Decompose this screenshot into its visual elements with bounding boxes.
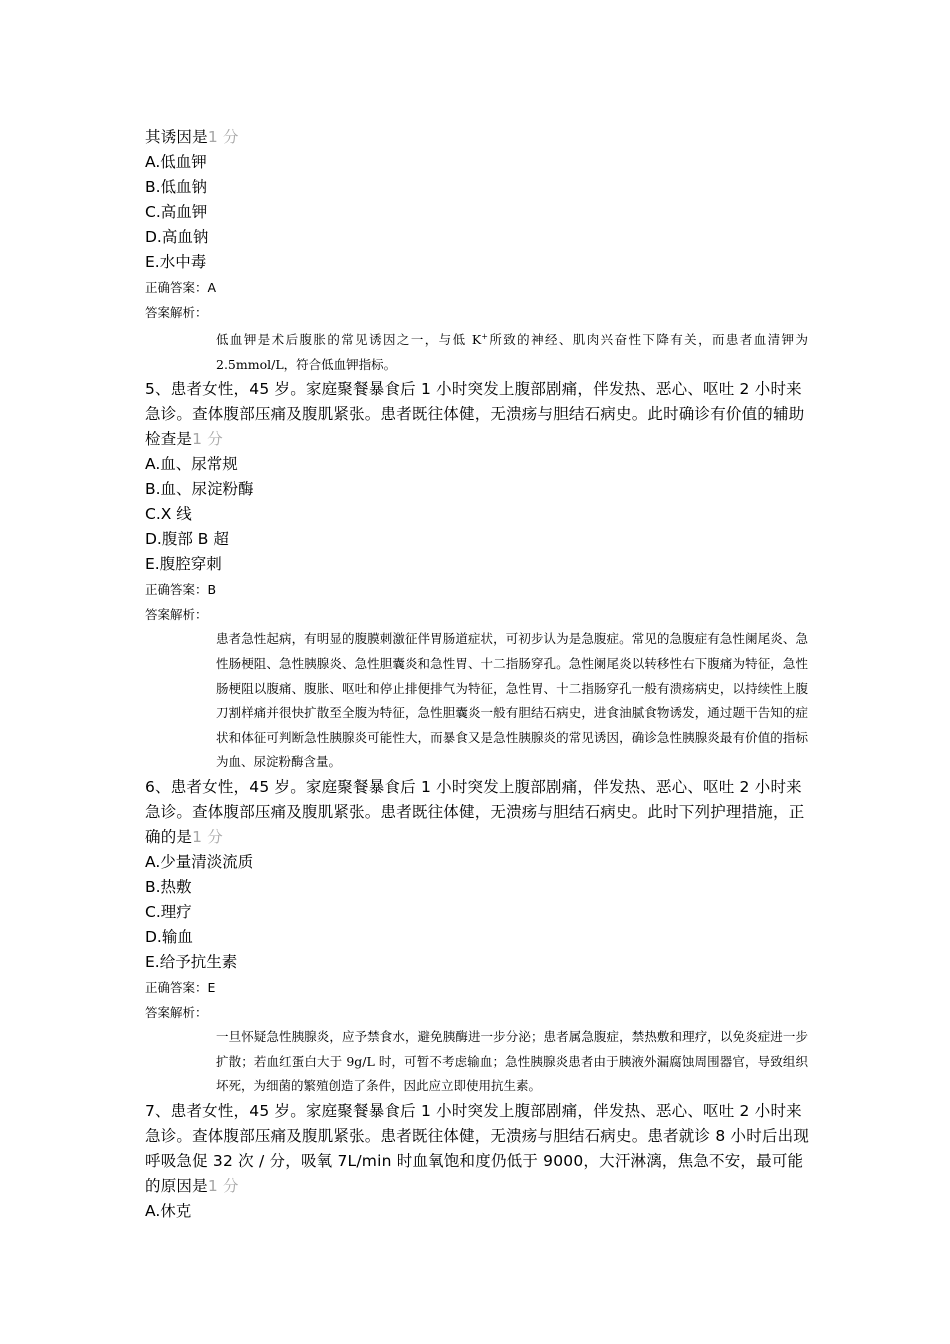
- option-b: B.低血钠: [145, 178, 208, 196]
- score-label: 1 分: [207, 1176, 239, 1195]
- option-b: B.热敷: [145, 877, 192, 896]
- option-c: C.高血钾: [145, 203, 208, 221]
- option-b: B.血、尿淀粉酶: [145, 480, 254, 499]
- option-e: E.腹腔穿刺: [145, 555, 222, 574]
- option-d: D.输血: [145, 927, 193, 946]
- analysis-label: 答案解析：: [145, 1004, 208, 1020]
- option-c: C.X 线: [145, 505, 192, 524]
- document-body: [145, 125, 815, 1224]
- score-label: 1 分: [207, 128, 239, 146]
- question-stem: 其诱因是1 分: [145, 128, 239, 146]
- score-label: 1 分: [192, 827, 223, 846]
- question-4: [145, 125, 815, 377]
- question-6: [145, 775, 815, 1099]
- option-a: A.低血钾: [145, 153, 207, 171]
- correct-answer: 正确答案：A: [145, 280, 217, 295]
- option-c: C.理疗: [145, 902, 192, 921]
- analysis-label: 答案解析：: [145, 607, 208, 623]
- option-a: A.血、尿常规: [145, 455, 238, 474]
- analysis-text: 低血钾是术后腹胀的常见诱因之一，与低 K+所致的神经、肌肉兴奋性下降有关，而患者血清钾为 2.5mmol/L，符合低血钾指标。: [216, 332, 808, 372]
- option-e: E.给予抗生素: [145, 952, 238, 971]
- score-label: 1 分: [192, 430, 223, 449]
- question-5: [145, 377, 815, 775]
- question-7: [145, 1099, 815, 1224]
- option-a: A.休克: [145, 1201, 192, 1220]
- question-stem: 7、患者女性，45 岁。家庭聚餐暴食后 1 小时突发上腹部剧痛，伴发热、恶心、呕吐 2 小时来急诊。查体腹部压痛及腹肌紧张。患者既往体健，无溃疡与胆结石病史。患者就诊 8 小时后出现呼吸急促 32 次 / 分，吸氧 7L/min 时血氧饱和度仍低于 9000，大汗淋漓，焦急不安，最可能的原因是1 分: [145, 1101, 810, 1195]
- question-stem: 6、患者女性，45 岁。家庭聚餐暴食后 1 小时突发上腹部剧痛，伴发热、恶心、呕吐 2 小时来急诊。查体腹部压痛及腹肌紧张。患者既往体健，无溃疡与胆结石病史。此时下列护理措施，正确的是1 分: [145, 777, 805, 846]
- option-d: D.腹部 B 超: [145, 530, 229, 549]
- analysis-label: 答案解析：: [145, 305, 208, 320]
- analysis-text: 患者急性起病，有明显的腹膜刺激征伴胃肠道症状，可初步认为是急腹症。常见的急腹症有急性阑尾炎、急性肠梗阻、急性胰腺炎、急性胆囊炎和急性胃、十二指肠穿孔。急性阑尾炎以转移性右下腹痛为特征，急性肠梗阻以腹痛、腹胀、呕吐和停止排便排气为特征，急性胃、十二指肠穿孔一般有溃疡病史，以持续性上腹刀割样痛并很快扩散至全腹为特征，急性胆囊炎一般有胆结石病史，进食油腻食物诱发，通过题干告知的症状和体征可判断急性胰腺炎可能性大，而暴食又是急性胰腺炎的常见诱因，确诊急性胰腺炎最有价值的指标为血、尿淀粉酶含量。: [216, 631, 808, 770]
- option-a: A.少量清淡流质: [145, 852, 254, 871]
- question-stem: 5、患者女性，45 岁。家庭聚餐暴食后 1 小时突发上腹部剧痛，伴发热、恶心、呕吐 2 小时来急诊。查体腹部压痛及腹肌紧张。患者既往体健，无溃疡与胆结石病史。此时确诊有价值的辅助检查是1 分: [145, 380, 805, 449]
- correct-answer: 正确答案：B: [145, 582, 217, 598]
- correct-answer: 正确答案：E: [145, 979, 216, 995]
- option-d: D.高血钠: [145, 228, 209, 246]
- analysis-text: 一旦怀疑急性胰腺炎，应予禁食水，避免胰酶进一步分泌；患者属急腹症，禁热敷和理疗，以免炎症进一步扩散；若血红蛋白大于 9g/L 时，可暂不考虑输血；急性胰腺炎患者由于胰液外漏腐蚀周围器官，导致组织坏死，为细菌的繁殖创造了条件，因此应立即使用抗生素。: [216, 1028, 808, 1094]
- option-e: E.水中毒: [145, 253, 207, 271]
